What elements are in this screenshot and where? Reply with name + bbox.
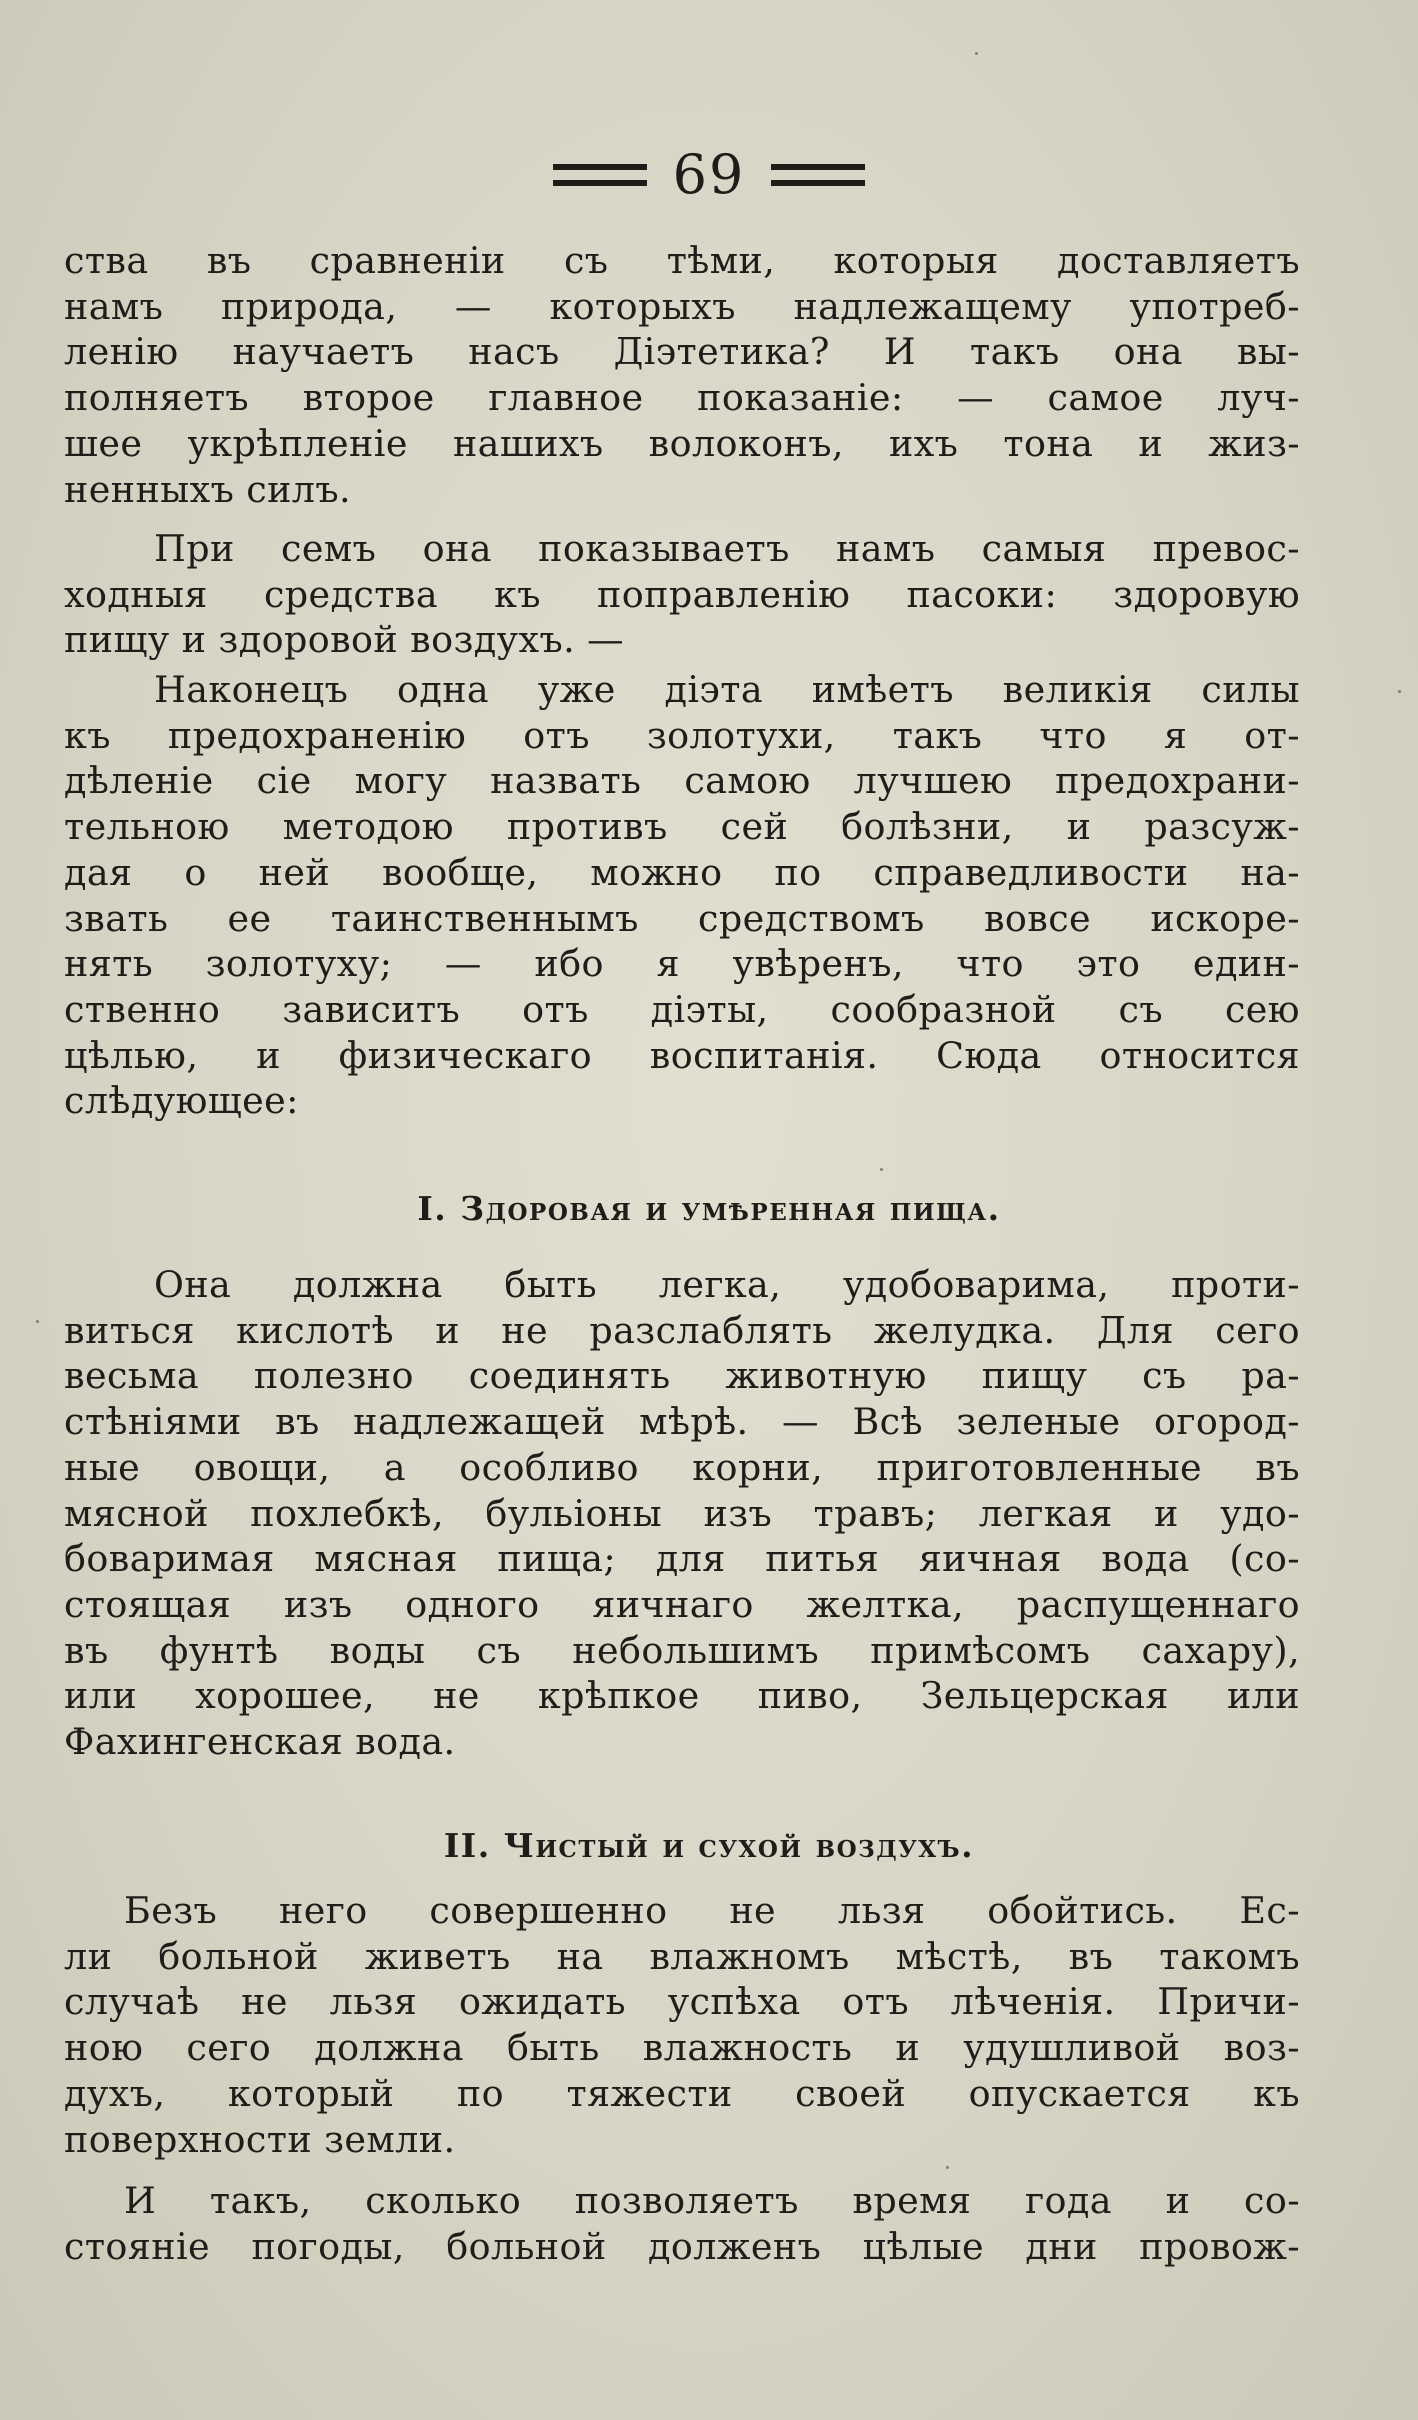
paragraph-3 <box>64 667 1300 1124</box>
scan-speck <box>975 52 978 55</box>
text-line: въ фунтѣ воды съ небольшимъ примѣсомъ сахару), <box>64 1628 1300 1672</box>
text-line: тельною методою противъ сей болѣзни, и разсуж- <box>64 805 1300 849</box>
text-line: ли больной живетъ на влажномъ мѣстѣ, въ такомъ <box>64 1934 1300 1978</box>
text-line: Фахингенская вода. <box>64 1720 456 1764</box>
text-line: шее укрѣпленіе нашихъ волоконъ, ихъ тона и жиз- <box>64 421 1300 465</box>
text-line: ною сего должна быть влажность и удушливой воз- <box>64 2026 1300 2070</box>
text-line: Наконецъ одна уже діэта имѣетъ великія силы <box>154 668 1300 711</box>
text-line: стоящая изъ одного яичнаго желтка, распущеннаго <box>64 1582 1300 1626</box>
text-line: ленію научаетъ насъ Діэтетика? И такъ она вы- <box>64 330 1300 374</box>
page-header <box>0 140 1418 210</box>
text-line: случаѣ не льзя ожидать успѣха отъ лѣченія. Причи- <box>64 1980 1300 2024</box>
scan-speck <box>880 1168 883 1171</box>
text-line: ственно зависитъ отъ діэты, сообразной съ сею <box>64 987 1300 1031</box>
text-line: поверхности земли. <box>64 2117 456 2161</box>
text-line: цѣлью, и физическаго воспитанія. Сюда относится <box>64 1033 1300 1077</box>
text-line: мясной похлебкѣ, бульіоны изъ травъ; легкая и удо- <box>64 1491 1300 1535</box>
text-line: звать ее таинственнымъ средствомъ вовсе искоре- <box>64 896 1300 940</box>
text-line: къ предохраненію отъ золотухи, такъ что я от- <box>64 713 1300 757</box>
section-heading-2: II. Чистый и сухой воздухъ. <box>443 1826 975 1865</box>
text-line: весьма полезно соединять животную пищу съ ра- <box>64 1354 1300 1398</box>
page-number: 69 <box>672 143 746 206</box>
text-line: И такъ, сколько позволяетъ время года и со- <box>124 2179 1300 2222</box>
text-line: дѣленіе сіе могу назвать самою лучшею предохрани- <box>64 759 1300 803</box>
scan-speck <box>36 1320 39 1323</box>
text-line: ные овощи, а особливо корни, приготовленные въ <box>64 1445 1300 1489</box>
text-line: Безъ него совершенно не льзя обойтись. Ес- <box>124 1889 1300 1932</box>
text-line: ства въ сравненіи съ тѣми, которыя доставляетъ <box>64 239 1300 282</box>
paragraph-6 <box>64 2178 1300 2269</box>
text-line: ненныхъ силъ. <box>64 467 352 511</box>
text-line: виться кислотѣ и не разслаблять желудка. Для сего <box>64 1308 1300 1352</box>
text-line: ходныя средства къ поправленію пасоки: здоровую <box>64 572 1300 616</box>
paragraph-2 <box>64 526 1300 663</box>
text-line: слѣдующее: <box>64 1079 299 1123</box>
text-line: полняетъ второе главное показаніе: — самое луч- <box>64 376 1300 420</box>
scan-speck <box>1398 690 1401 693</box>
text-line: При семъ она показываетъ намъ самыя превос- <box>154 527 1300 570</box>
text-line: духъ, который по тяжести своей опускается къ <box>64 2071 1300 2115</box>
text-line: пищу и здоровой воздухъ. — <box>64 618 625 662</box>
text-line: Она должна быть легка, удобоварима, проти- <box>154 1263 1300 1306</box>
text-line: дая о ней вообще, можно по справедливости на- <box>64 850 1300 894</box>
text-line: нять золотуху; — ибо я увѣренъ, что это един- <box>64 942 1300 986</box>
text-line: боваримая мясная пища; для питья яичная вода (со- <box>64 1537 1300 1581</box>
text-line: стояніе погоды, больной долженъ цѣлые дни провож- <box>64 2224 1300 2268</box>
paragraph-4 <box>64 1262 1300 1765</box>
text-line: стѣніями въ надлежащей мѣрѣ. — Всѣ зеленые огород- <box>64 1400 1300 1444</box>
section-heading-1: I. Здоровая и умѣренная пища. <box>417 1189 1001 1228</box>
left-double-rule <box>553 164 647 186</box>
right-double-rule <box>771 164 865 186</box>
text-line: намъ природа, — которыхъ надлежащему употреб- <box>64 284 1300 328</box>
text-line: или хорошее, не крѣпкое пиво, Зельцерская или <box>64 1674 1300 1718</box>
paragraph-5 <box>64 1888 1300 2162</box>
scan-speck <box>946 2166 949 2169</box>
paragraph-1 <box>64 238 1300 512</box>
